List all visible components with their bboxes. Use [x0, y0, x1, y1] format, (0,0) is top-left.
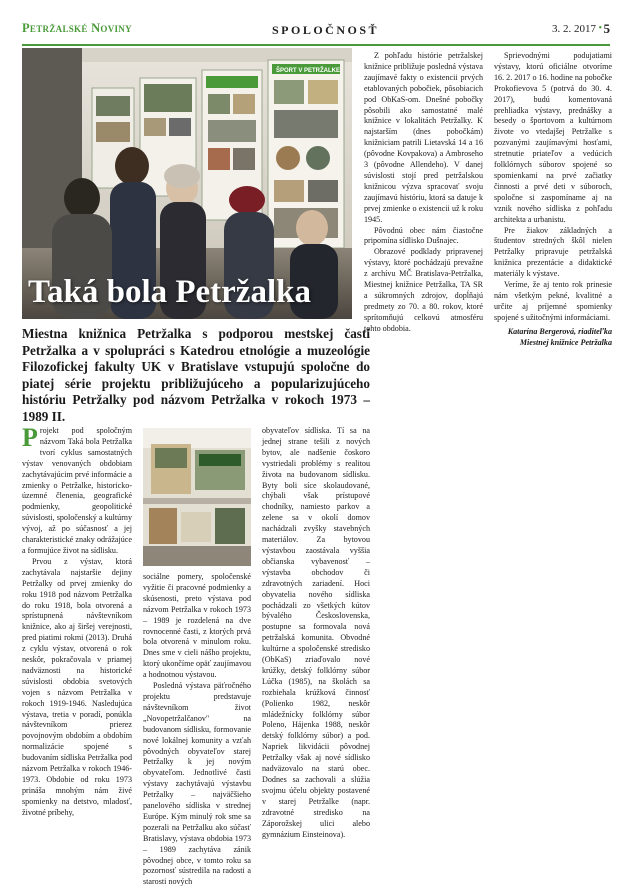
column-a: [364, 51, 483, 335]
date-bullet: •: [598, 23, 602, 34]
drop-cap: P: [22, 423, 38, 452]
page-number: 5: [603, 21, 610, 36]
paragraph: Pôvodnú obec nám čiastočne pripomína sídlisko Dušnajec.: [364, 225, 483, 246]
masthead: [22, 18, 610, 44]
author-signature: Katarína Bergerová, riaditeľka Miestnej knižnice Petržalka: [507, 326, 612, 347]
column-b: [494, 51, 612, 348]
date-text: 3. 2. 2017: [552, 23, 596, 35]
paragraph: Sprievodnými podujatiami výstavy, ktorú oficiálne otvoríme 16. 2. 2017 o 16. hodine na pobočke Prokofievova 5 (potrvá do 30. 4. 2017), budú komentovaná prehliadka výstavy, prednášky a besedy o športovom a kultúrnom živote vo vtedajšej Petržalke s pozvanými zaujímavými hosťami, stretnutie priateľov a vedúcich folklórnych súborov spojené so spomienkami na prvé začiatky činnosti a prvé deti v súboroch, spoločne si zaspomíname aj na vznik nového sídliska z pohľadu architekta a urbanistu.: [494, 51, 612, 224]
header-rule: [22, 44, 610, 46]
paragraph: Obrazové podklady pripravenej výstavy, ktoré pochádzajú prevažne z archívu MČ Bratislava-Petržalka, Miestnej knižnice Petržalka, TA SR a súkromných zdrojov, dopĺňajú predmety zo 70. a 80. rokov, ktoré sprítomňujú celkovú atmosféru tohto obdobia.: [364, 247, 483, 333]
publication-date: [552, 23, 596, 35]
paragraph-text: rojekt pod spoločným názvom Taká bola Petržalka tvorí cyklus samostatných výstav venovaných obdobiam zachytávajúcim prvé informácie a zmienky o Petržalke, historicko-územné členenia, geografické podmienky, geopolitické súvislosti, spoločenský a kultúrny vývoj, až po súčasnosť a jej charakteristické znaky odrážajúce a formujúce život na sídlisku.: [22, 426, 132, 555]
paper-name[interactable]: Petržalské Noviny: [22, 21, 132, 35]
paragraph: sociálne pomery, spoločenské vyžitie či pracovné podmienky a skúsenosti, preto výstava pod názvom Petržalka v rokoch 1973 – 1989 je rozdelená na dve rovnocenné časti, z ktorých prvá bola otvorená v minulom roku. Dnes sme v cieli nášho projektu, ktorý ukončíme opäť zaujímavou a hodnotnou výstavou.: [143, 572, 251, 680]
article-title: Taká bola Petržalka: [28, 274, 311, 310]
paragraph: Veríme, že aj tento rok prinesie nám všetkým pekné, kvalitné a určite aj príjemné spomienky spojené s užitočnými informáciami.: [494, 280, 612, 322]
column-2: [143, 572, 251, 888]
paragraph: obyvateľov sídliska. Tí sa na jednej strane tešili z nových bytov, ale nadšenie čoskoro vystriedali problémy s realitou života na budovanom sídlisku. Byty boli síce skolaudované, chýbali však prístupové chodníky, namiesto parkov a zelene sa v okolí domov nachádzali zvyšky stavebných materiálov. Za bytovou výstavbou zaostávala vyššia občianska vybavenosť – výstavba obchodov či zdravotných zariadení. Hoci obyvatelia nového sídliska pochádzali zo všetkých kútov bývalého Československa, postupne sa formovala nová petržalská komunita. Obvodné kultúrne a spoločenské stredisko (ObKaS) zriaďovalo nové krúžky, detský folklórny súbor Lúčka (1985), na školách sa rozbiehala krúžková činnosť (Polienko 1982, neskôr mládežnícky folklórny súbor Poleno, Hájenka 1988, neskôr detský folklórny súbor) a pod. Napriek likvidácii pôvodnej Petržalky však aj nové sídlisko nadväzovalo na starú obec. Dodnes sa zachovali a slúžia svojmu účelu objekty postavené v starej Petržalke (napr. zdravotné stredisko na Záporožskej ulici alebo gymnázium Einsteinova).: [262, 426, 370, 839]
showcase-image: [143, 428, 251, 566]
paragraph: Z pohľadu histórie petržalskej knižnice približuje posledná výstava zaujímavé fakty o existencii prvých etablovaných pobočiek, pôsobiacich pod ObKaS-om. Dnešné pobočky pôsobili ako samostatné malé knižnice v lokalitách Petržalky. K najstarším (dnes pobočkám) knižniciam patrili Lietavská 14 a 16 (pôvodne Kovpakova) a Ambroseho 3 (pôvodne Allendeho). V danej súvislosti stojí pred petržalskou knižnicou výzva spracovať svoju zaujímavú históriu, ktorá sa datuje k prvej zmienke o existencii už k roku 1945.: [364, 51, 483, 224]
paragraph: [22, 423, 132, 557]
paragraph: Prvou z výstav, ktorá zachytávala najstaršie dejiny Petržalky od prvej zmienky do roku 1918 pod názvom Petržalka do roku 1918, bola otvorená a sprístupnená návštevníkom knižnice, ako aj širšej verejnosti, pred piatimi rokmi (2013). Druhá z cyklu výstav, otvorená o rok neskôr, pokračovala v priamej nadväznosti na historické súvislosti obdobia svetových vojen s názvom Petržalka v rokoch 1919-1946. Nasledujúca výstava, tretia v poradí, ponúkla návštevníkom prierez povojnovým obdobím a obdobím normalizácie spojené s budovaním sídliska Petržalka pod názvom Petržalka v rokoch 1946-1973. Obdobie od roku 1973 prináša mnohým nám živé spomienky na detstvo, mladosť, životné príbehy,: [22, 556, 132, 817]
column-3: [262, 426, 370, 840]
paragraph: Pre žiakov základných a študentov stredných škôl nielen Petržalky pripravuje petržalská knižnica prezentácie a didaktické materiály k výstave.: [494, 225, 612, 279]
paragraph: Posledná výstava päťročného projektu predstavuje návštevníkom život „Novopetržalčanov" na budovanom sídlisku, formovanie nové lokálnej komunity a vzťah pôvodných obyvateľov starej Petržalky k jej novým obyvateľom. Jednotlivé časti výstavy zachytávajú výstavbu Petržalky – najväčšieho panelového sídliska v strednej Európe. Kým minulý rok sme sa pozerali na Petržalku ako súčasť Bratislavy, výstava obdobia 1973 – 1989 zachytáva zánik pôvodnej obce, v tomto roku sa pozornosť sústredila na radosti a starosti nových: [143, 681, 251, 887]
section-name: SPOLOČNOSŤ: [272, 23, 380, 37]
article-lead: Miestna knižnica Petržalka s podporou mestskej časti Petržalka a v spolupráci s Katedrou etnológie a muzeológie Filozofickej fakulty UK v Bratislave vstupujú spoločne do piatej série projektu približujúceho a popularizujúceho históriu Petržalky pod názvom Petržalka v rokoch 1973 – 1989 II.: [22, 326, 370, 424]
hero-photo: [22, 48, 352, 319]
exhibition-showcase-photo: [143, 428, 251, 566]
column-1: [22, 423, 132, 819]
poster-title: ŠPORT V PETRŽALKE: [276, 68, 341, 74]
